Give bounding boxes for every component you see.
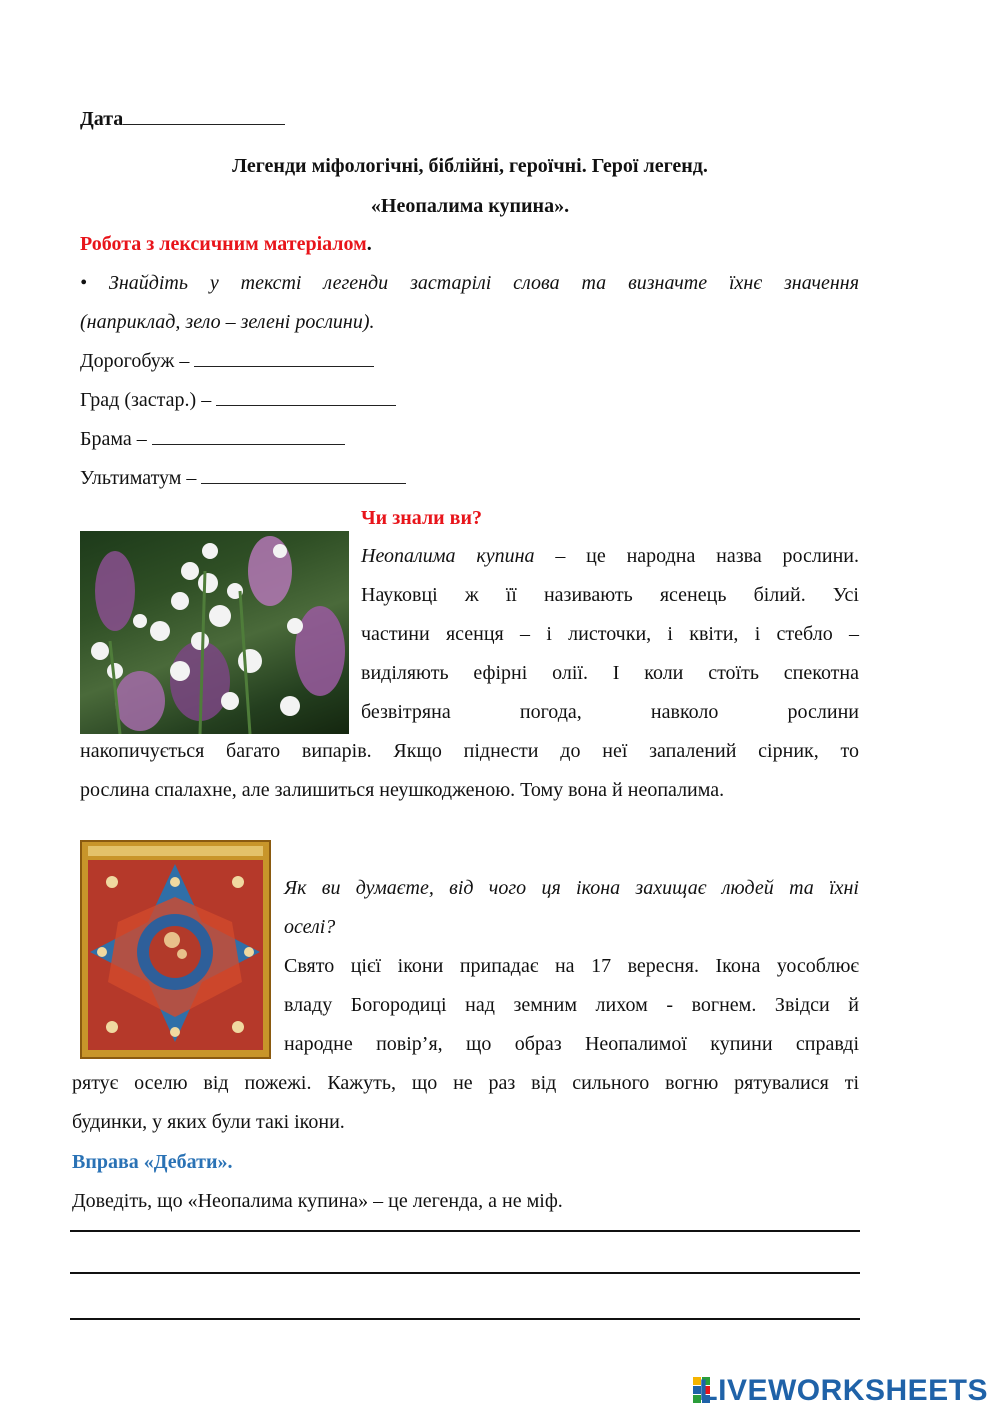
- vocab-label: Брама –: [80, 428, 147, 450]
- lexical-task-line1: • Знайдіть у тексті легенди застарілі слова та визначте їхнє значення: [80, 272, 859, 294]
- lexical-heading-dot: .: [366, 233, 372, 255]
- info-line-7: рослина спалахне, але залишиться неушкодженою. Тому вона й неопалима.: [80, 779, 725, 801]
- lexical-task-line2: (наприклад, зело – зелені рослини).: [80, 311, 375, 333]
- vocab-item-grad: [80, 389, 396, 412]
- info-line-5: безвітряна погода, навколо рослини: [361, 701, 859, 723]
- page-title: Легенди міфологічні, біблійні, героїчні. Герої легенд.: [232, 155, 708, 177]
- vocab-item-brama: [80, 428, 345, 451]
- info-line-6: накопичується багато випарів. Якщо піднести до неї запалений сірник, то: [80, 740, 859, 762]
- vocab-label: Дорогобуж –: [80, 350, 190, 372]
- vocab-answer-input[interactable]: [152, 430, 345, 445]
- icon-text-line3: народне повір’я, що образ Неопалимої купини справді: [284, 1033, 859, 1055]
- icon-image: [80, 840, 271, 1059]
- answer-line-3[interactable]: [70, 1318, 860, 1320]
- date-label: Дата: [80, 108, 124, 130]
- icon-text-line2: владу Богородиці над земним лихом - вогнем. Звідси й: [284, 994, 859, 1016]
- icon-text-line1: Свято цієї ікони припадає на 17 вересня. Ікона уособлює: [284, 955, 859, 977]
- icon-question-line2: оселі?: [284, 916, 336, 938]
- info-line-4: виділяють ефірні олії. І коли стоїть спекотна: [361, 662, 859, 684]
- info-line-1: [361, 545, 859, 568]
- vocab-item-dorogobuzh: [80, 350, 374, 373]
- lexical-heading-text: Робота з лексичним матеріалом: [80, 233, 367, 255]
- plant-name-italic: Неопалима купина: [361, 545, 535, 567]
- vocab-label: Ультиматум –: [80, 467, 197, 489]
- vocab-answer-input[interactable]: [216, 391, 396, 406]
- lexical-heading: [80, 233, 372, 256]
- did-you-know-heading: Чи знали ви?: [361, 507, 483, 529]
- vocab-label: Град (застар.) –: [80, 389, 212, 411]
- icon-text-line5: будинки, у яких були такі ікони.: [72, 1111, 345, 1133]
- info-line-3: частини ясенця – і листочки, і квіти, і стебло –: [361, 623, 859, 645]
- date-line: [80, 108, 285, 131]
- answer-line-1[interactable]: [70, 1230, 860, 1232]
- icon-text-line4: рятує оселю від пожежі. Кажуть, що не раз від сильного вогню рятувалися ті: [72, 1072, 859, 1094]
- vocab-item-ultimatum: [80, 467, 406, 490]
- info-text: – це народна назва рослини.: [534, 545, 860, 567]
- answer-line-2[interactable]: [70, 1272, 860, 1274]
- liveworksheets-logo: LIVEWORKSHEETS: [699, 1374, 988, 1407]
- flower-illustration: [80, 531, 349, 734]
- flower-photo: [80, 531, 349, 734]
- debate-prompt: Доведіть, що «Неопалима купина» – це легенда, а не міф.: [72, 1190, 563, 1212]
- icon-illustration: [82, 842, 269, 1057]
- icon-question-line1: Як ви думаєте, від чого ця ікона захищає людей та їхні: [284, 877, 859, 899]
- vocab-answer-input[interactable]: [194, 352, 374, 367]
- date-input[interactable]: [123, 110, 285, 125]
- debate-heading: Вправа «Дебати».: [72, 1151, 233, 1173]
- info-line-2: Науковці ж її називають ясенець білий. Усі: [361, 584, 859, 606]
- vocab-answer-input[interactable]: [201, 469, 406, 484]
- page-subtitle: «Неопалима купина».: [370, 195, 570, 217]
